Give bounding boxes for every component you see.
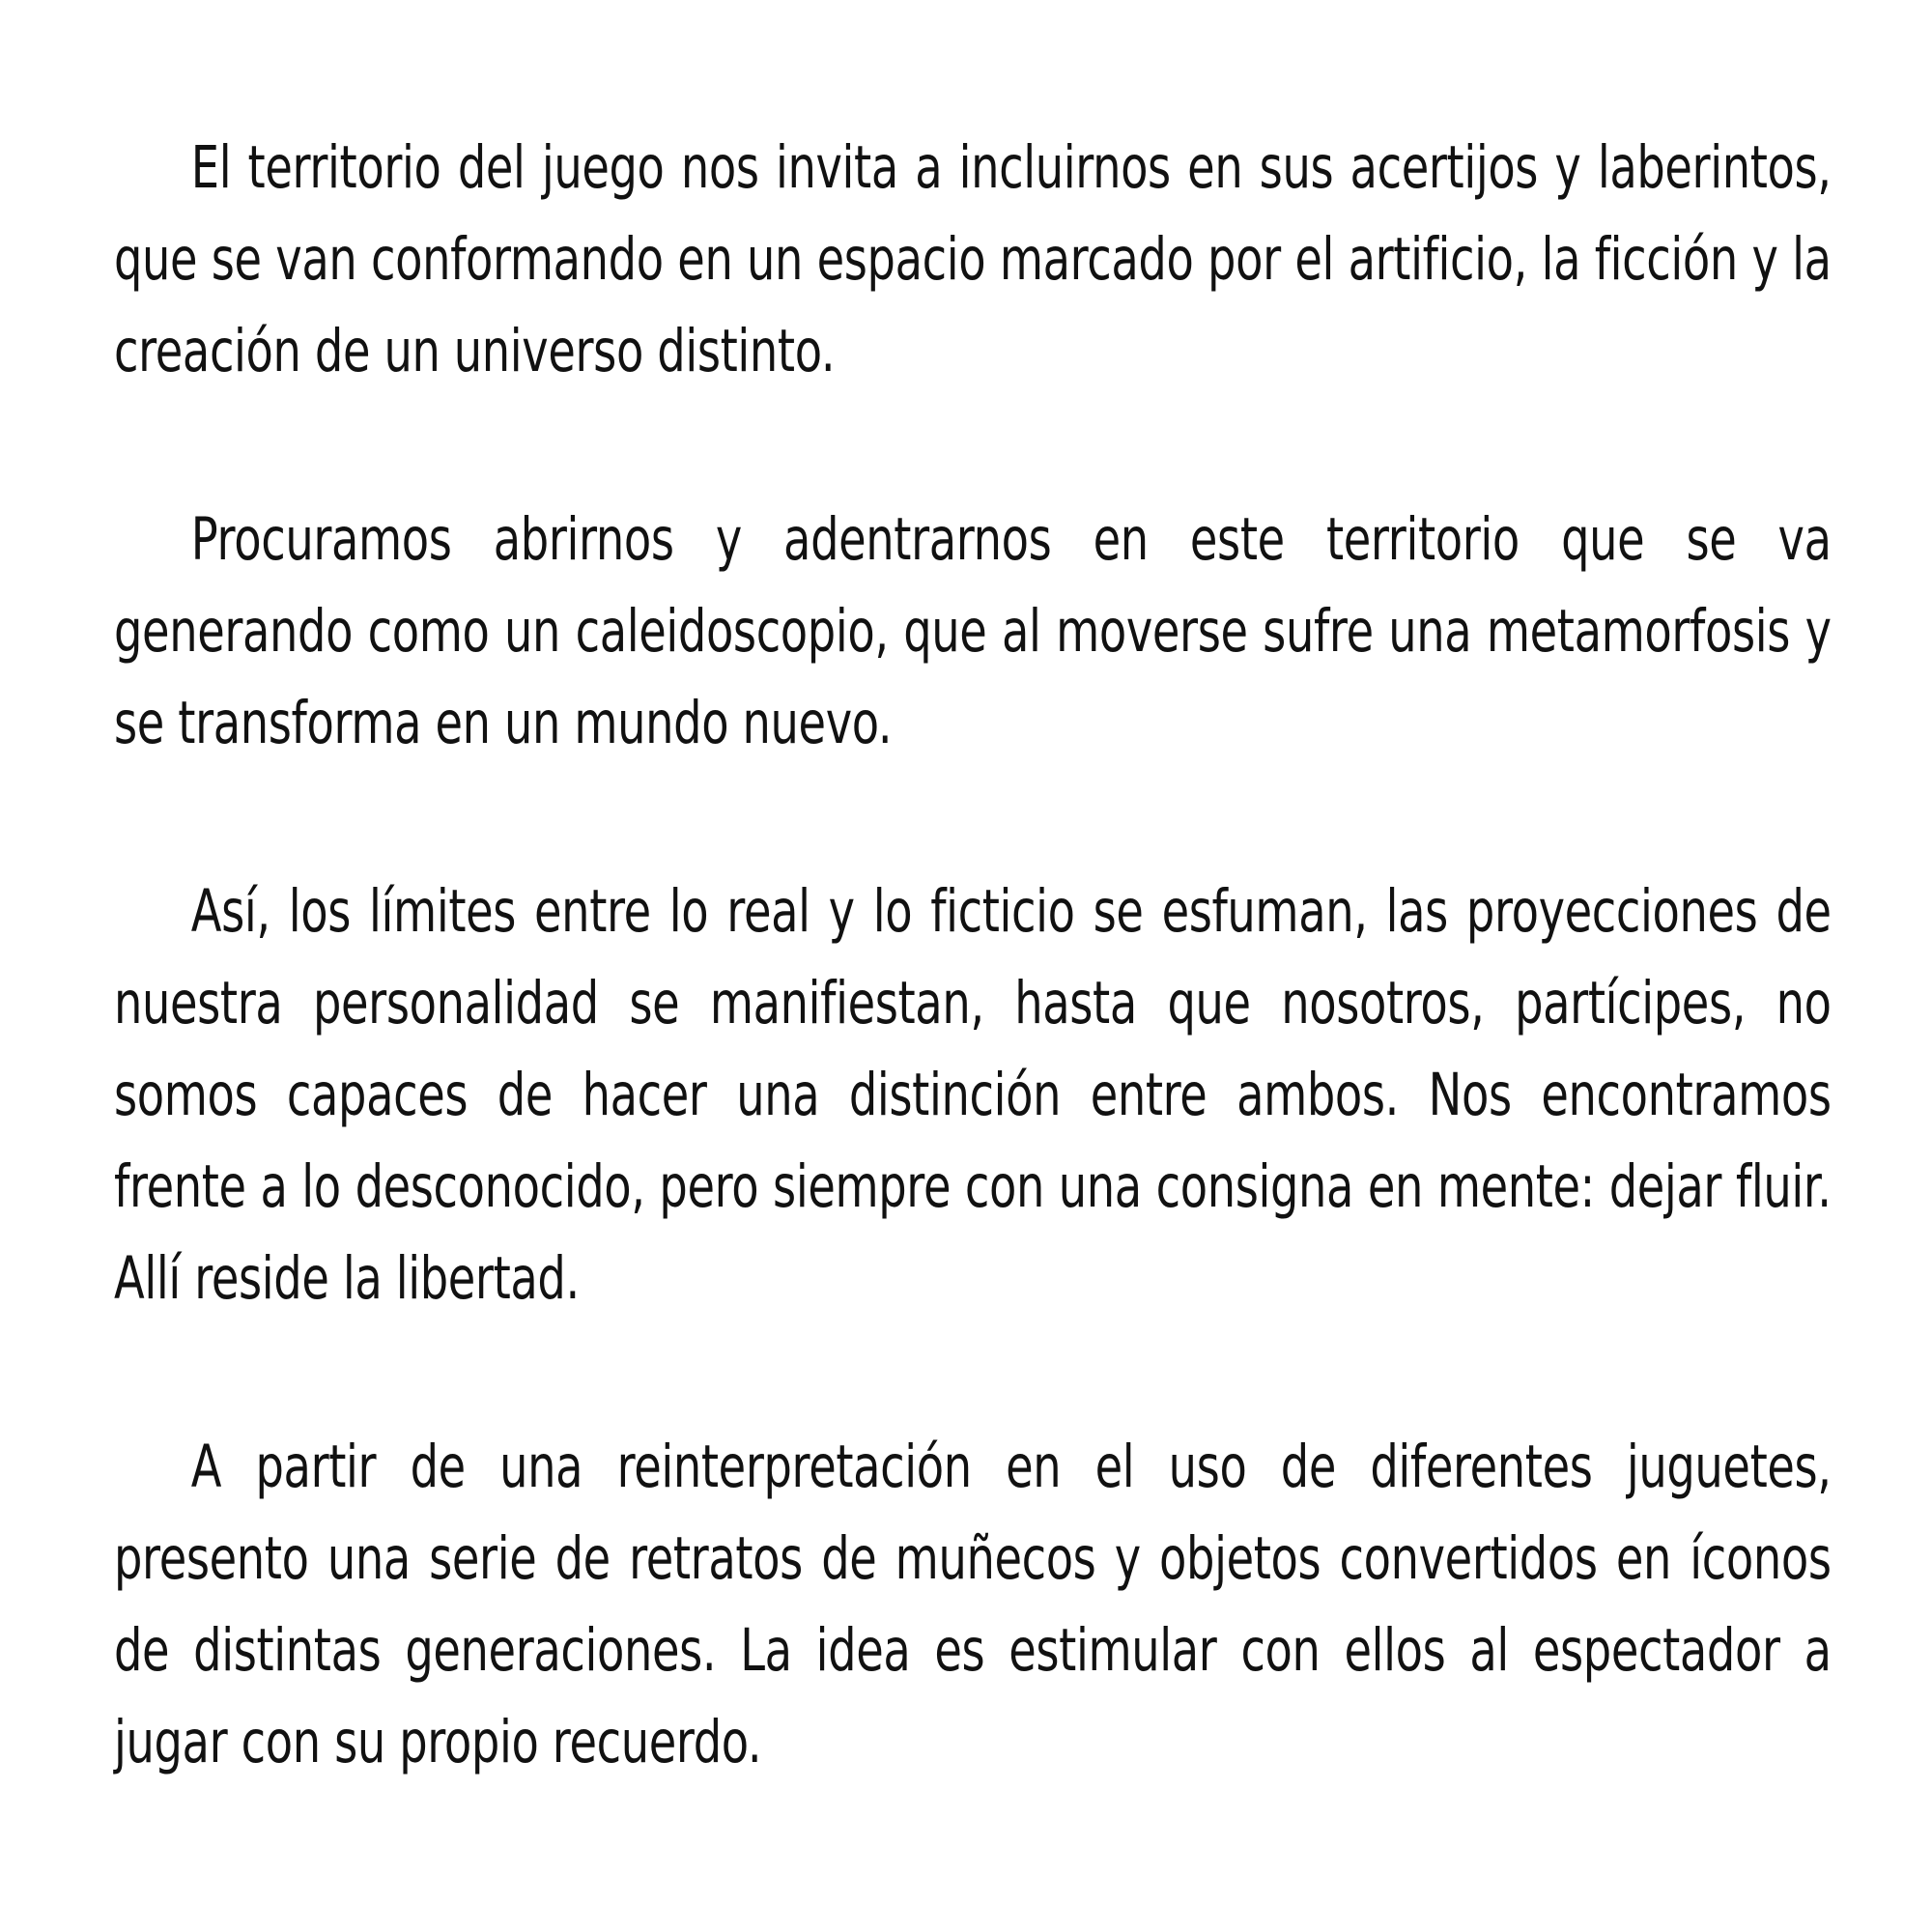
paragraph-1: El territorio del juego nos invita a incluirnos en sus acertijos y laberintos, que se van conformando en un espacio marcado por el artificio, la ficción y la creación de un universo distinto.	[114, 133, 1832, 385]
paragraph-2: Procuramos abrirnos y adentrarnos en este territorio que se va generando como un caleidoscopio, que al moverse sufre una metamorfosis y se transforma en un mundo nuevo.	[114, 505, 1832, 757]
paragraph-4: A partir de una reinterpretación en el uso de diferentes juguetes, presento una serie de retratos de muñecos y objetos convertidos en íconos de distintas generaciones. La idea es estimular con ellos al espectador a jugar con su propio recuerdo.	[114, 1433, 1832, 1776]
document-page	[114, 122, 1832, 1788]
paragraph-3: Así, los límites entre lo real y lo ficticio se esfuman, las proyecciones de nuestra personalidad se manifiestan, hasta que nosotros, partícipes, no somos capaces de hacer una distinción entre ambos. Nos encontramos frente a lo desconocido, pero siempre con una consigna en mente: dejar fluir. Allí reside la libertad.	[114, 877, 1832, 1313]
document-body	[114, 122, 1832, 1788]
